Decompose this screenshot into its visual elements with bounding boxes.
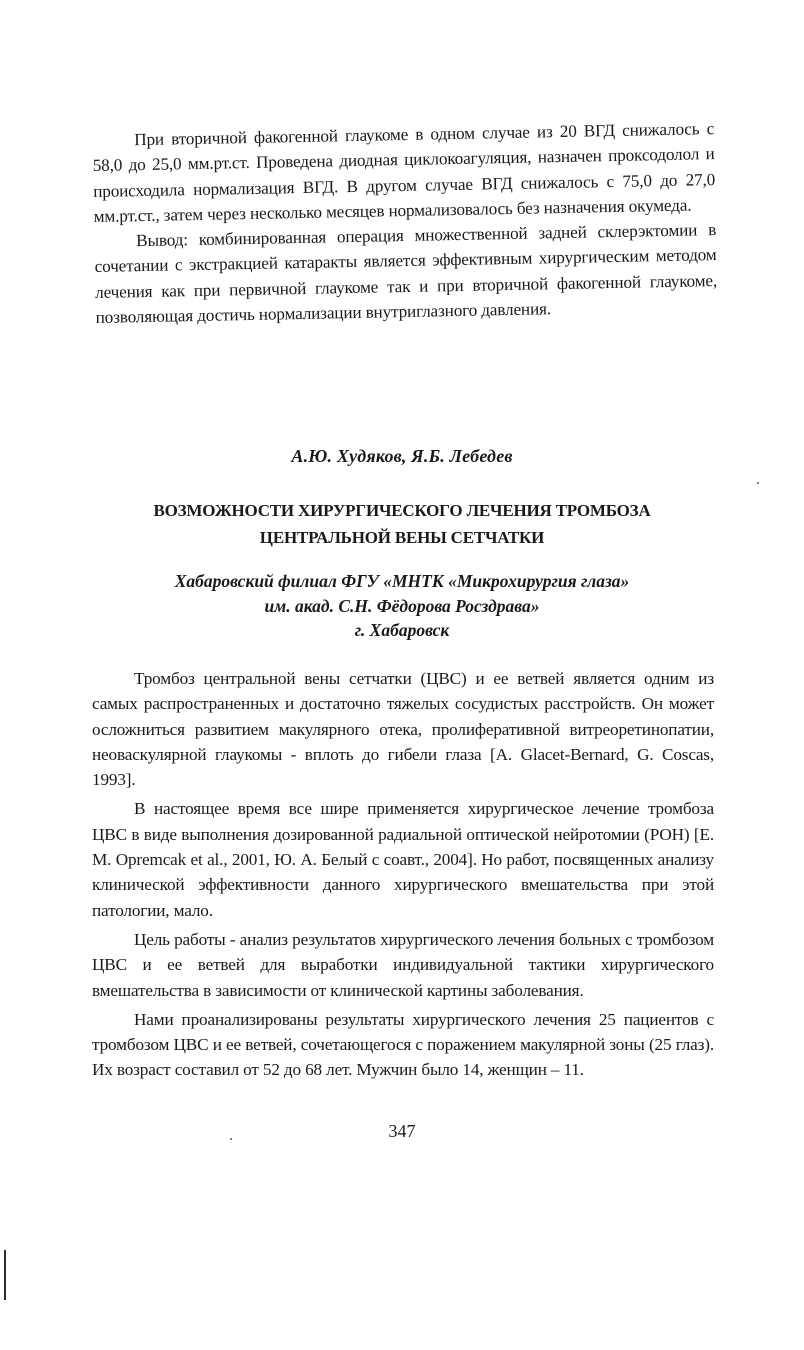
- article-title: [0, 497, 804, 551]
- paragraph: Цель работы - анализ результатов хирургического лечения больных с тромбозом ЦВС и ее ветвей для выработки индивидуальной тактики хирургического вмешательства в зависимости от клинической картины заболевания.: [92, 929, 714, 1000]
- scan-speck: [230, 1138, 232, 1140]
- article-affiliation: [0, 569, 804, 643]
- article-body: [92, 666, 714, 1083]
- affiliation-line: Хабаровский филиал ФГУ «МНТК «Микрохирургия глаза»: [174, 571, 630, 591]
- page-number: 347: [388, 1121, 416, 1141]
- conclusion-paragraph: Вывод: комбинированная операция множественной задней склерэктомии в сочетании с экстракцией катаракты является эффективным хирургическим методом лечения как при первичной глаукоме так и при вторичной факогенной глаукоме, позволяющая достичь нормализации внутриглазного давления.: [94, 220, 718, 328]
- previous-article-continuation: [92, 116, 718, 330]
- scan-margin-line: [4, 1250, 6, 1300]
- scan-speck: [757, 482, 759, 484]
- affiliation-line: им. акад. С.Н. Фёдорова Росздрава»: [264, 595, 540, 616]
- title-line: ЦЕНТРАЛЬНОЙ ВЕНЫ СЕТЧАТКИ: [259, 528, 545, 547]
- paragraph: При вторичной факогенной глаукоме в одном случае из 20 ВГД снижалось с 58,0 до 25,0 мм.рт.ст. Проведена диодная циклокоагуляция, назначен проксодолол и происходила нормализация ВГД. В другом случае ВГД снижалось с 75,0 до 27,0 мм.рт.ст., затем через несколько месяцев нормализовалось без назначения окумеда.: [92, 119, 716, 226]
- paragraph: В настоящее время все шире применяется хирургическое лечение тромбоза ЦВС в виде выполнения дозированной радиальной оптической нейротомии (РОН) [E. M. Opremcak et al., 2001, Ю. А. Белый с соавт., 2004]. Но работ, посвященных анализу клинической эффективности данного хирургического вмешательства при этой патологии, мало.: [92, 799, 714, 920]
- article-authors: А.Ю. Худяков, Я.Б. Лебедев: [291, 446, 513, 466]
- affiliation-city: г. Хабаровск: [354, 620, 450, 640]
- paragraph: Тромбоз центральной вены сетчатки (ЦВС) и ее ветвей является одним из самых распространенных и достаточно тяжелых сосудистых расстройств. Он может осложниться развитием макулярного отека, пролиферативной витреоретинопатии, неоваскулярной глаукомы - вплоть до гибели глаза [A. Glacet-Bernard, G. Coscas, 1993].: [92, 669, 714, 790]
- paragraph: Нами проанализированы результаты хирургического лечения 25 пациентов с тромбозом ЦВС и ее ветвей, сочетающегося с поражением макулярной зоны (25 глаз). Их возраст составил от 52 до 68 лет. Мужчин было 14, женщин – 11.: [92, 1009, 714, 1080]
- title-line: ВОЗМОЖНОСТИ ХИРУРГИЧЕСКОГО ЛЕЧЕНИЯ ТРОМБОЗА: [153, 501, 651, 520]
